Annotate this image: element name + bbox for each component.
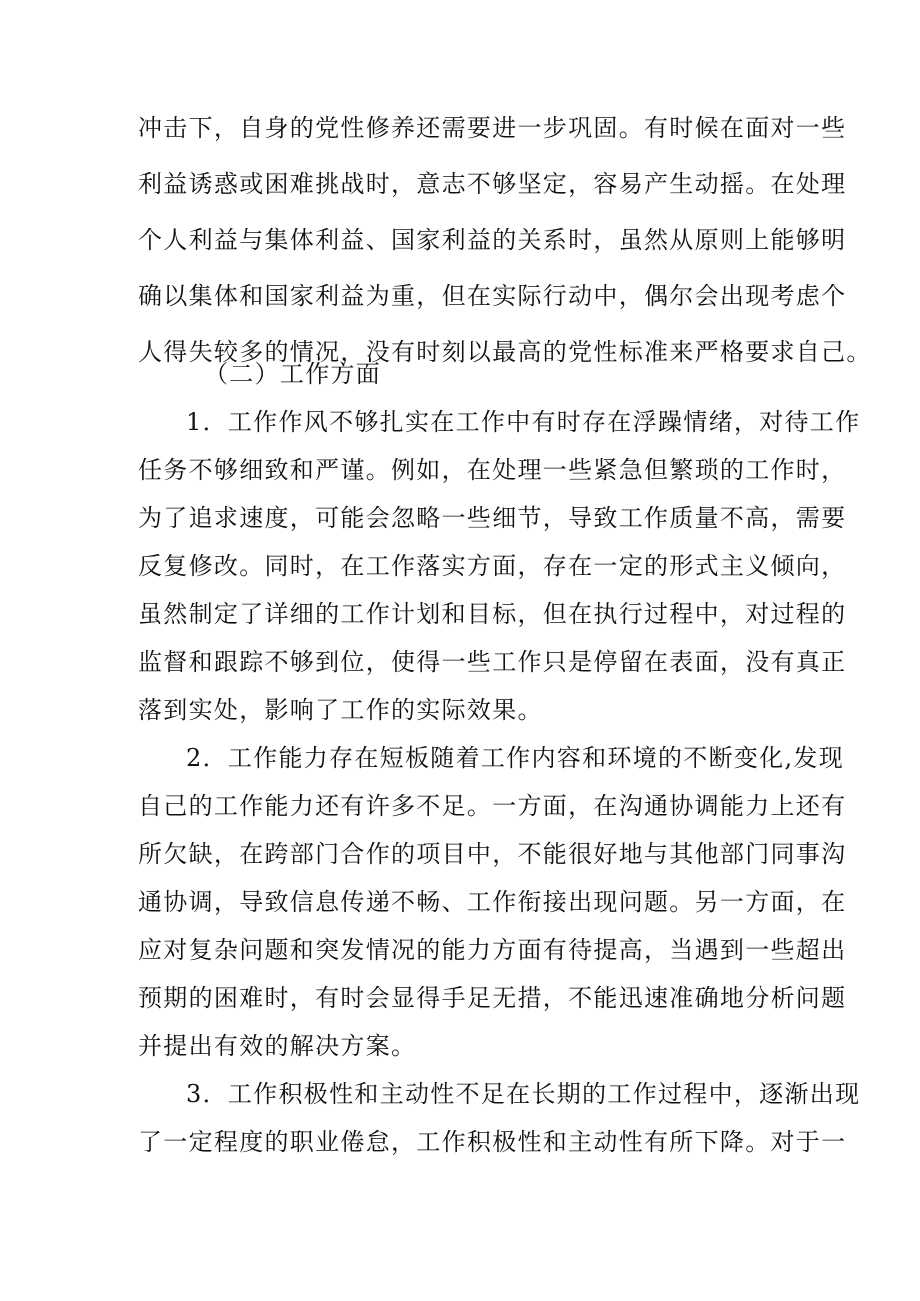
section-heading: （二）工作方面 [204, 360, 382, 388]
paragraph-line: 虽然制定了详细的工作计划和目标，但在执行过程中，对过程的 [138, 600, 847, 628]
paragraph-line: 个人利益与集体利益、国家利益的关系时，虽然从原则上能够明 [138, 226, 847, 254]
paragraph-line: 3．工作积极性和主动性不足在长期的工作过程中，逐渐出现 [186, 1080, 861, 1108]
paragraph-line: 所欠缺，在跨部门合作的项目中，不能很好地与其他部门同事沟 [138, 840, 847, 868]
paragraph-line: 反复修改。同时，在工作落实方面，存在一定的形式主义倾向， [138, 552, 847, 580]
paragraph-line: 确以集体和国家利益为重，但在实际行动中，偶尔会出现考虑个 [138, 282, 847, 310]
paragraph-line: 利益诱惑或困难挑战时，意志不够坚定，容易产生动摇。在处理 [138, 170, 847, 198]
paragraph-line: 通协调，导致信息传递不畅、工作衔接出现问题。另一方面，在 [138, 888, 847, 916]
paragraph-line: 预期的困难时，有时会显得手足无措，不能迅速准确地分析问题 [138, 984, 847, 1012]
paragraph-line: 自己的工作能力还有许多不足。一方面，在沟通协调能力上还有 [138, 792, 847, 820]
paragraph-line: 冲击下，自身的党性修养还需要进一步巩固。有时候在面对一些 [138, 114, 847, 142]
paragraph-line: 应对复杂问题和突发情况的能力方面有待提高，当遇到一些超出 [138, 936, 847, 964]
paragraph-line: 1．工作作风不够扎实在工作中有时存在浮躁情绪，对待工作 [186, 408, 861, 436]
paragraph-line: 2．工作能力存在短板随着工作内容和环境的不断变化,发现 [186, 744, 844, 772]
paragraph-line: 为了追求速度，可能会忽略一些细节，导致工作质量不高，需要 [138, 504, 847, 532]
paragraph-line: 监督和跟踪不够到位，使得一些工作只是停留在表面，没有真正 [138, 648, 847, 676]
paragraph-line: 了一定程度的职业倦怠，工作积极性和主动性有所下降。对于一 [138, 1128, 847, 1156]
paragraph-line: 任务不够细致和严谨。例如，在处理一些紧急但繁琐的工作时， [138, 456, 847, 484]
paragraph-line: 并提出有效的解决方案。 [138, 1032, 417, 1060]
paragraph-line: 落到实处，影响了工作的实际效果。 [138, 696, 543, 724]
paragraph-line: 人得失较多的情况，没有时刻以最高的党性标准来严格要求自己。 [138, 338, 872, 366]
